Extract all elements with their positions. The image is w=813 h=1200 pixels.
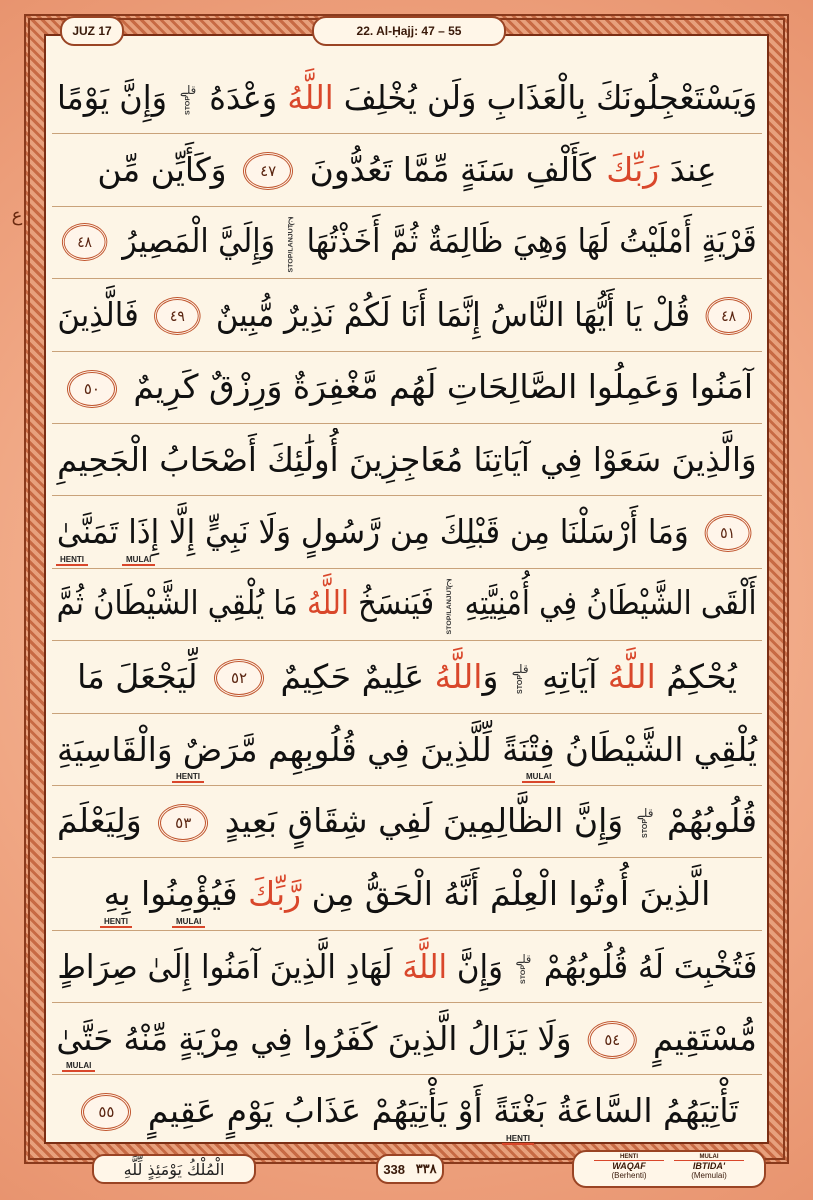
verse-text: آمَنُوا وَعَمِلُوا الصَّالِحَاتِ لَهُم مَّغْفِرَةٌ وَرِزْقٌ كَرِيمٌ ٥٠ [61,367,753,408]
page-number-latin: 338 [383,1161,406,1177]
ayah-number-marker: ٤٨ [705,297,752,335]
henti-tag: HENTI [172,767,204,783]
mulai-tag: MULAI [122,550,155,566]
page-number [376,1154,444,1184]
waqaf-legend [572,1150,766,1188]
mulai-tag: MULAI [522,767,555,783]
verse-lines [52,62,762,1147]
verse-line [52,569,762,641]
legend-waqaf: HENTI WAQAF (Berhenti) [594,1154,664,1180]
verse-text: وَالَّذِينَ سَعَوْا فِي آيَاتِنَا مُعَاجِزِينَ أُولَٰئِكَ أَصْحَابُ الْجَحِيمِ [57,440,757,480]
stop-sign: قلے STOP [515,951,531,984]
verse-text: ٥١ وَمَا أَرْسَلْنَا مِن قَبْلِكَ مِن رَّسُولٍ وَلَا نَبِيٍّ إِلَّا إِذَا تَمَنَّىٰ [57,512,757,553]
verse-line [52,786,762,858]
ayah-number-marker: ٥٢ [214,659,264,697]
page-footer [52,1150,762,1186]
verse-text: يُلْقِي الشَّيْطَانُ فِتْنَةً لِّلَّذِينَ فِي قُلُوبِهِم مَّرَضٌ وَالْقَاسِيَةِ [56,729,758,769]
verse-text: وَيَسْتَعْجِلُونَكَ بِالْعَذَابِ وَلَن يُخْلِفَ اللَّهُ وَعْدَهُ قلے STOP وَإِنَّ يَوْمًا [56,78,758,118]
mulai-tag: MULAI [62,1056,95,1072]
verse-line [52,134,762,206]
page-number-arabic: ٣٣٨ [415,1161,437,1176]
verse-text: مُّسْتَقِيمٍ ٥٤ وَلَا يَزَالُ الَّذِينَ كَفَرُوا فِي مِرْيَةٍ مِّنْهُ حَتَّىٰ [56,1018,758,1058]
henti-tag: HENTI [56,550,88,566]
ayah-number-marker: ٥٣ [158,804,208,842]
stop-lanjut-sign: ج STOP/LANJUT [287,211,295,273]
verse-text: فَتُخْبِتَ لَهُ قُلُوبُهُمْ قلے STOP وَإِنَّ اللَّهَ لَهَادِ الَّذِينَ آمَنُوا إِلَىٰ صِرَاطٍ [57,946,757,986]
verse-line [52,352,762,424]
verse-line [52,62,762,134]
henti-tag: HENTI [502,1129,534,1145]
ayah-number-marker: ٤٧ [243,152,293,190]
stop-sign: قلے STOP [179,83,197,116]
verse-text: يُحْكِمُ اللَّهُ آيَاتِهِ قلے STOP وَاللَّهُ عَلِيمٌ حَكِيمٌ ٥٢ لِّيَجْعَلَ مَا [77,656,737,696]
ayah-number-marker: ٥٤ [588,1021,637,1059]
verse-text: الَّذِينَ أُوتُوا الْعِلْمَ أَنَّهُ الْحَقُّ مِن رَّبِّكَ فَيُؤْمِنُوا بِهِ [103,874,711,914]
ruku-marker: ع [11,204,23,226]
verse-line [52,714,762,786]
stop-sign: قلے STOP [511,661,529,694]
ayah-number-marker: ٥٥ [81,1093,131,1131]
surah-reference: 22. Al-Ḥajj: 47 – 55 [312,16,506,46]
verse-line [52,496,762,568]
verse-text: أَلْقَى الشَّيْطَانُ فِي أُمْنِيَّتِهِ ج STOP/LANJUT فَيَنسَخُ اللَّهُ مَا يُلْقِي الشَّيْطَانُ ثُمَّ [57,573,757,635]
ayah-number-marker: ٤٩ [154,297,201,335]
verse-line [52,641,762,713]
catchword: الْمُلْكُ يَوْمَئِذٍ لِّلَّهِ [92,1154,256,1184]
verse-line [52,858,762,930]
verse-text: قُلُوبُهُمْ قلے STOP وَإِنَّ الظَّالِمِينَ لَفِي شِقَاقٍ بَعِيدٍ ٥٣ وَلِيَعْلَمَ [56,801,758,841]
verse-text: ٤٨ قُلْ يَا أَيُّهَا النَّاسُ إِنَّمَا أَنَا لَكُمْ نَذِيرٌ مُّبِينٌ ٤٩ فَالَّذِينَ [57,295,757,336]
ayah-number-marker: ٥١ [704,514,751,552]
verse-text: تَأْتِيَهُمُ السَّاعَةُ بَغْتَةً أَوْ يَأْتِيَهُمْ عَذَابُ يَوْمٍ عَقِيمٍ ٥٥ [75,1091,738,1132]
verse-line [52,1003,762,1075]
stop-sign: قلے STOP [636,806,654,839]
verse-line [52,1075,762,1146]
verse-line [52,279,762,351]
verse-line [52,931,762,1003]
verse-text: عِندَ رَبِّكَ كَأَلْفِ سَنَةٍ مِّمَّا تَعُدُّونَ ٤٧ وَكَأَيِّن مِّن [97,149,717,189]
mulai-tag: MULAI [172,912,205,928]
legend-ibtida: MULAI IBTIDA' (Memulai) [674,1154,744,1180]
juz-label: JUZ 17 [60,16,124,46]
verse-text: قَرْيَةٍ أَمْلَيْتُ لَهَا وَهِيَ ظَالِمَةٌ ثُمَّ أَخَذْتُهَا ج STOP/LANJUT وَإِلَيَّ الْمَصِيرُ ٤٨ [57,212,757,273]
ayah-number-marker: ٤٨ [62,223,107,261]
stop-lanjut-sign: ج STOP/LANJUT [446,573,454,635]
verse-line [52,424,762,496]
henti-tag: HENTI [100,912,132,928]
ayah-number-marker: ٥٠ [67,370,117,408]
verse-line [52,207,762,279]
